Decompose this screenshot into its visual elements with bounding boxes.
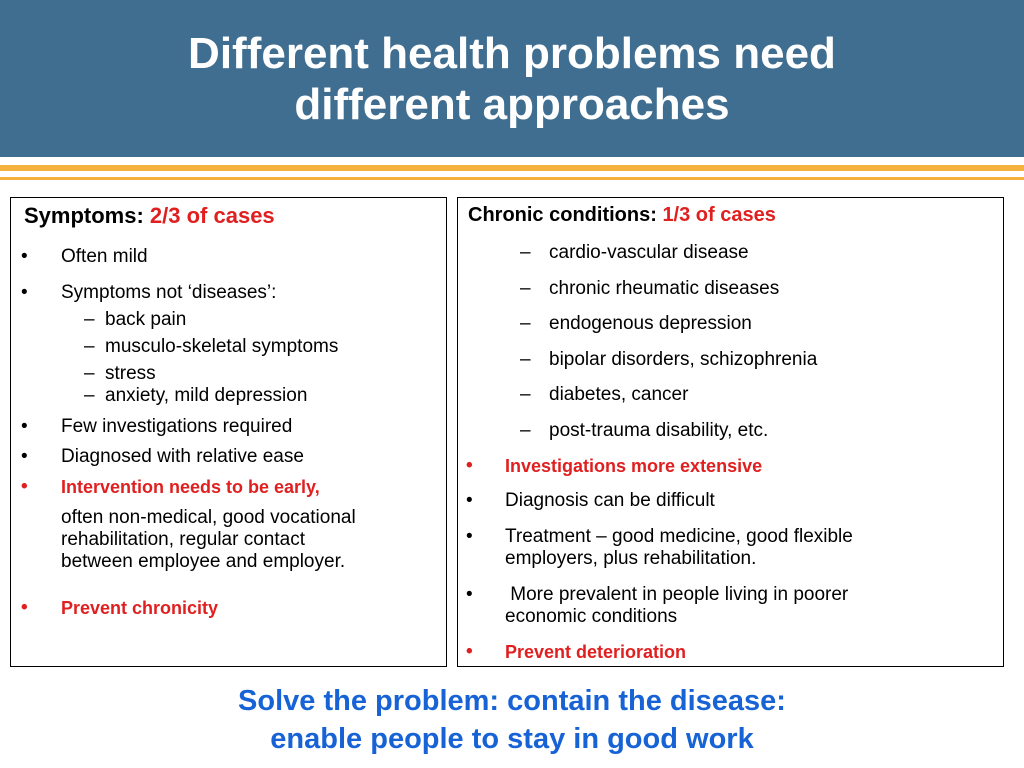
symptoms-heading-accent: 2/3 of cases (149, 203, 275, 228)
dash-icon: – (84, 363, 95, 384)
dash-icon: – (84, 336, 95, 357)
sub-text: musculo-skeletal symptoms (105, 336, 339, 357)
sub-text: cardio-vascular disease (549, 242, 749, 263)
bullet-text: Often mild (61, 246, 148, 267)
dash-icon: – (520, 420, 531, 441)
bullet-icon: • (21, 282, 28, 303)
slide-title-line2: different approaches (294, 79, 730, 129)
bullet-icon: • (466, 526, 473, 547)
bullet-icon: • (21, 246, 28, 267)
continuation-line: often non-medical, good vocational (61, 507, 356, 528)
sub-text: stress (105, 363, 156, 384)
bullet-text: Investigations more extensive (505, 456, 763, 476)
dash-icon: – (520, 278, 531, 299)
bullet-icon: • (466, 455, 473, 476)
header-divider-orange-thick (0, 165, 1024, 171)
bullet-icon: • (21, 446, 28, 467)
sub-text: diabetes, cancer (549, 384, 689, 405)
symptoms-panel (10, 197, 447, 667)
bullet-icon: • (466, 584, 473, 605)
sub-text: anxiety, mild depression (105, 385, 308, 406)
sub-text: bipolar disorders, schizophrenia (549, 349, 818, 370)
footer-line2: enable people to stay in good work (270, 723, 754, 755)
sub-text: post-trauma disability, etc. (549, 420, 769, 441)
dash-icon: – (84, 309, 95, 330)
bullet-text-line: employers, plus rehabilitation. (505, 548, 757, 569)
header-divider-white (0, 157, 1024, 163)
chronic-heading-prefix: Chronic conditions: (468, 204, 663, 226)
bullet-text-line: More prevalent in people living in poorer (505, 584, 849, 605)
dash-icon: – (520, 384, 531, 405)
bullet-icon: • (21, 416, 28, 437)
bullet-text: Few investigations required (61, 416, 293, 437)
bullet-text: Diagnosed with relative ease (61, 446, 304, 467)
chronic-panel (457, 197, 1004, 667)
bullet-icon: • (466, 490, 473, 511)
bullet-icon: • (466, 641, 473, 662)
slide-title (62, 28, 962, 130)
slide-title-line1: Different health problems need (188, 28, 836, 78)
slide-footer (0, 682, 1024, 758)
bullet-text-line: economic conditions (505, 606, 678, 627)
bullet-text: Symptoms not ‘diseases’: (61, 282, 277, 303)
chronic-heading-accent: 1/3 of cases (662, 204, 776, 226)
continuation-line: between employee and employer. (61, 551, 346, 572)
bullet-text: Diagnosis can be difficult (505, 490, 715, 511)
dash-icon: – (520, 313, 531, 334)
bullet-text: Prevent chronicity (61, 598, 219, 618)
dash-icon: – (520, 242, 531, 263)
continuation-line: rehabilitation, regular contact (61, 529, 305, 550)
bullet-text: Prevent deterioration (505, 642, 687, 662)
sub-text: chronic rheumatic diseases (549, 278, 780, 299)
slide-header (0, 0, 1024, 157)
chronic-heading (468, 203, 776, 227)
bullet-text: Intervention needs to be early, (61, 477, 320, 497)
dash-icon: – (520, 349, 531, 370)
footer-line1: Solve the problem: contain the disease: (238, 685, 786, 717)
sub-text: endogenous depression (549, 313, 752, 334)
symptoms-continuation (61, 507, 441, 573)
bullet-icon: • (21, 476, 28, 497)
bullet-text-line: Treatment – good medicine, good flexible (505, 526, 853, 547)
dash-icon: – (84, 385, 95, 406)
sub-text: back pain (105, 309, 187, 330)
header-divider-orange-thin (0, 177, 1024, 180)
symptoms-heading-prefix: Symptoms: (24, 203, 150, 228)
bullet-icon: • (21, 597, 28, 618)
symptoms-heading (24, 203, 275, 229)
